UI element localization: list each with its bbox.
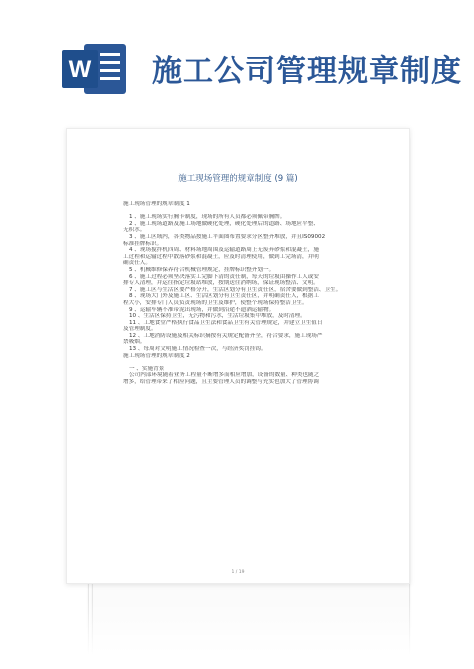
document-line: 6 、施工过程必须坚决落实工完脚下清的责任制，每天的垃圾由操作工人或安 <box>129 273 319 280</box>
document-line: 3 、施工区域内，各类物品按施工平面图布置要求分区整齐堆放，并且IS09002 <box>129 233 326 240</box>
page-number: 1 / 19 <box>231 570 245 575</box>
document-line: 1 、施工现场实行胸卡制度，现场的所有人员都必须佩带胸牌。 <box>129 214 286 221</box>
document-line: 5 、机械维修保养符合机械管理规定，挂牌标识整齐划一。 <box>129 266 275 273</box>
document-line: 公司内部环境随着业务工程量不断增多而相应增加，设备的数量、种类也随之 <box>129 372 320 379</box>
svg-text:W: W <box>68 56 92 83</box>
document-page <box>66 128 410 584</box>
document-line: 施工现场管理的规章制度 1 <box>123 201 190 207</box>
document-line: 11 、工地食堂严格执行食品卫生法和食品卫生有关管理规定，并建立卫生值日 <box>129 319 323 326</box>
paragraph-gap <box>123 359 359 366</box>
document-line: 标准挂牌标识。 <box>123 240 163 247</box>
document-line: 确责任人。 <box>123 260 151 267</box>
document-line: 10 、生活区保持卫生，无污物和污水，生活垃圾集中堆放，及时清理。 <box>129 313 306 320</box>
document-line: 增多，给管理带来了相应问题，且主要管理人员的调整与充实也加大了管理协调 <box>123 379 319 386</box>
document-line: 9 、运输车辆不准带泥出现场，并做到沿途不遗洒运输物。 <box>129 306 275 313</box>
document-line: 一 、实施背景 <box>129 365 165 372</box>
page-title: 施工公司管理规章制度 <box>152 54 462 89</box>
document-line: 2 、施工现场道路及施工场地做硬化处理，硬化处理后的道路、场地应平整、 <box>129 220 319 227</box>
document-line: 4 、现场搅拌机四周、材料场地周围及运输道路周上无废弃砂浆和混凝土，施 <box>129 247 319 254</box>
document-line: 禁吸烟。 <box>123 339 146 346</box>
document-line: 13 、每周对文明施工情况检查一次，与经济奖罚挂钩。 <box>129 346 267 353</box>
document-body <box>123 201 359 386</box>
document-line: 12 、工地消防设施及相关标识摘按有关规定配备齐全，符合要求，施工现场严 <box>129 332 323 339</box>
word-document-icon <box>62 40 128 98</box>
document-line: 8 、现场大门外及施工区、生活区划分有卫生责任区，并明确责任人，根据工 <box>129 293 319 300</box>
document-line: 无积水。 <box>123 227 146 234</box>
document-title: 施工现场管理的规章制度 (9 篇) <box>178 174 298 184</box>
document-line: 排专人清理，并运往指定垃圾站堆放，按期送往消纳场，保证现场整洁、文明。 <box>123 280 319 287</box>
document-line: 及管理制度。 <box>123 326 157 333</box>
document-line: 7 、施工区与生活区要严格分开，生活区划分有卫生责任区，宿舍要做到整洁、卫生。 <box>129 286 342 293</box>
document-line: 程大小，安排专门人员负责现场的卫生及维护，使整个现场保持整洁卫生。 <box>123 299 308 306</box>
document-line: 施工现场管理的规章制度 2 <box>123 352 190 359</box>
bottom-fade <box>0 600 474 669</box>
paragraph-gap <box>123 208 359 215</box>
header-banner <box>0 0 474 120</box>
document-line: 工过程和运输过程中散落砂浆和混凝土，应及时清理使用，做到工完场清，并明 <box>123 253 319 260</box>
